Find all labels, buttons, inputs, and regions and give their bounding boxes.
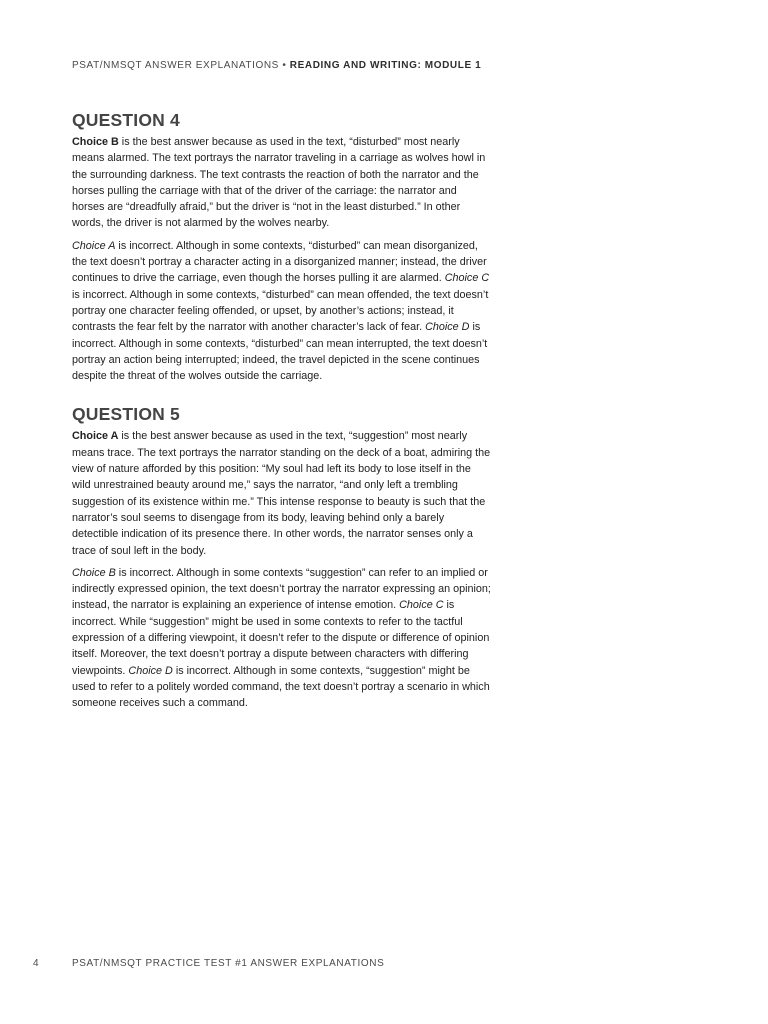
question-5-incorrect-explanations — [72, 565, 492, 712]
header-prefix: PSAT/NMSQT ANSWER EXPLANATIONS — [72, 60, 279, 71]
footer-title: PSAT/NMSQT PRACTICE TEST #1 ANSWER EXPLANATIONS — [72, 958, 385, 969]
question-5-title: QUESTION 5 — [72, 404, 180, 425]
correct-choice-text: is the best answer because as used in the text, “suggestion” most nearly means trace. The text portrays the narrator standing on the deck of a boat, admiring the view of nature afforded by this position: “My soul had left its body to lose itself in the wild unrestrained beauty around me,” says the narrator, “and only left a trembling suggestion of its existence within me.” This intense response to beauty is such that the narrator’s soul seems to disengage from its body, leaving behind only a barely detectible indication of its presence there. In other words, the narrator senses only a trace of soul left in the body. — [72, 430, 491, 557]
choice-c-label: Choice C — [444, 272, 490, 285]
choice-d-label: Choice D — [425, 321, 470, 334]
correct-choice-label: Choice A — [72, 430, 119, 443]
choice-a-label: Choice A — [72, 239, 116, 252]
choice-c-label: Choice C — [399, 599, 444, 612]
correct-choice-label: Choice B — [72, 136, 119, 148]
choice-d-label: Choice D — [128, 664, 173, 677]
choice-d-text: is incorrect. Although in some contexts, “disturbed” can mean interrupted, the text doesn’t portray an action being interrupted; indeed, the travel depicted in the scene continues despite the threat of the wolves outside the carriage. — [72, 321, 488, 383]
choice-d-text: is incorrect. Although in some contexts, “suggestion” might be used to refer to a politely worded command, the text doesn’t portray a scenario in which someone receives such a command. — [72, 664, 490, 710]
correct-choice-text: is the best answer because as used in the text, “disturbed” most nearly means alarmed. The text portrays the narrator traveling in a carriage as wolves howl in the surrounding darkness. The text contrasts the reaction of both the narrator and the horses pulling the carriage with that of the driver of the carriage: the narrator and horses are “dreadfully afraid,” but the driver is “not in the least disturbed.” In other words, the driver is not alarmed by the wolves nearby. — [72, 136, 486, 230]
choice-b-text: is incorrect. Although in some contexts “suggestion” can refer to an implied or indirectly expressed opinion, the text doesn’t portray the narrator expressing an opinion; instead, the narrator is explaining an experience of intense emotion. — [72, 566, 491, 612]
question-4-title: QUESTION 4 — [72, 110, 180, 130]
answer-explanations — [72, 110, 492, 718]
header-section: READING AND WRITING: MODULE 1 — [289, 60, 482, 71]
question-5-section — [72, 404, 492, 711]
choice-c-text: is incorrect. While “suggestion” might be used in some contexts to refer to the tactful expression of a differing viewpoint, it doesn’t refer to the dispute or difference of opinion itself. Moreover, the text doesn’t portray a dispute between characters with differing viewpoints. — [72, 599, 490, 677]
question-4-section — [72, 110, 492, 384]
choice-c-text: is incorrect. Although in some contexts, “disturbed” can mean offended, the text doesn’t portray one character feeling offended, or upset, by another’s actions; instead, it contrasts the fear felt by the narrator with another character’s lack of fear. — [72, 288, 489, 334]
page-number: 4 — [33, 958, 40, 969]
page-header — [72, 60, 481, 71]
question-5-correct-explanation — [72, 428, 492, 558]
choice-b-label: Choice B — [72, 566, 116, 579]
choice-a-text: is incorrect. Although in some contexts, “disturbed” can mean disorganized, the text doesn’t portray a character acting in a disorganized manner; instead, the driver continues to drive the carriage, even though the horses pulling it are alarmed. — [72, 239, 487, 285]
question-4-incorrect-explanations — [72, 238, 492, 385]
header-separator: • — [278, 60, 290, 71]
question-4-correct-explanation — [72, 134, 492, 232]
